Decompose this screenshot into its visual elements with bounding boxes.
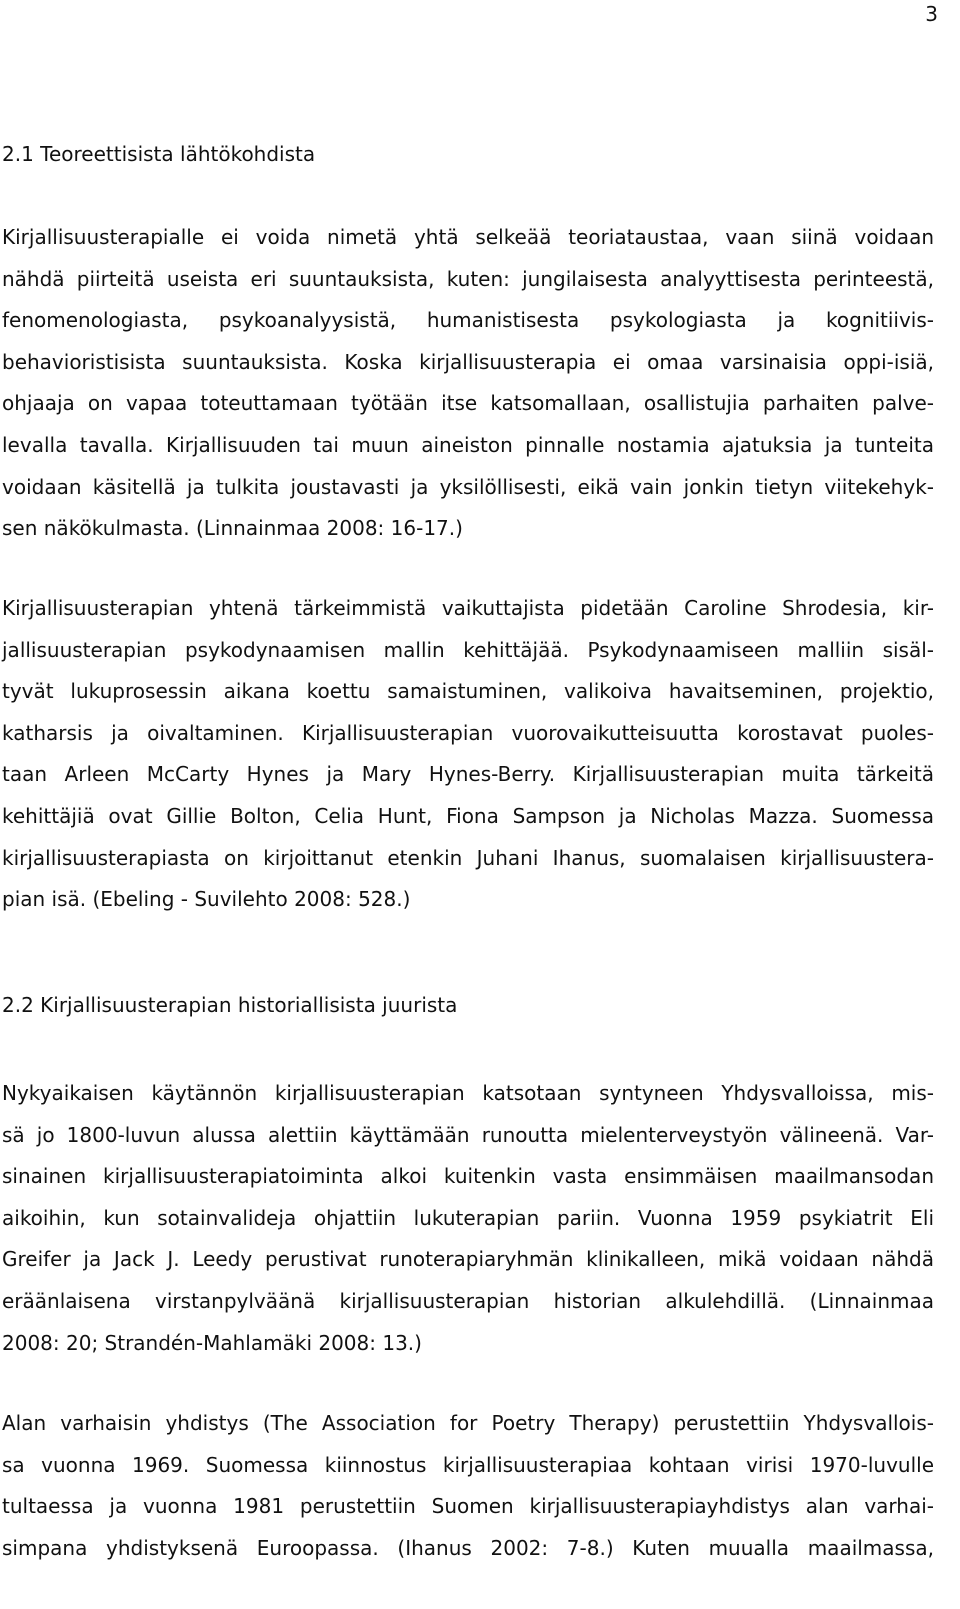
text-line: ohjaaja on vapaa toteuttamaan työtään itse katsomallaan, osallistujia parhaiten palve- — [2, 391, 934, 416]
text-line: levalla tavalla. Kirjallisuuden tai muun aineiston pinnalle nostamia ajatuksia ja tunteita — [2, 432, 934, 457]
text-line: simpana yhdistyksenä Euroopassa. (Ihanus 2002: 7-8.) Kuten muualla maailmassa, — [2, 1535, 934, 1560]
paragraph-historical-roots — [2, 1073, 934, 1364]
text-line: voidaan käsitellä ja tulkita joustavasti ja yksilöllisesti, eikä vain jonkin tietyn viitekehyk- — [2, 474, 934, 499]
section-heading-2-2: 2.2 Kirjallisuusterapian historiallisista juurista — [2, 993, 458, 1017]
paragraph-associations — [2, 1403, 934, 1569]
text-line: kehittäjiä ovat Gillie Bolton, Celia Hunt, Fiona Sampson ja Nicholas Mazza. Suomessa — [2, 803, 934, 828]
text-line: kirjallisuusterapiasta on kirjoittanut etenkin Juhani Ihanus, suomalaisen kirjallisuustera- — [2, 845, 934, 870]
text-line: 2008: 20; Strandén-Mahlamäki 2008: 13.) — [2, 1330, 422, 1355]
text-line: taan Arleen McCarty Hynes ja Mary Hynes-Berry. Kirjallisuusterapian muita tärkeitä — [2, 762, 934, 787]
text-line: sen näkökulmasta. (Linnainmaa 2008: 16-17.) — [2, 516, 463, 541]
text-line: behavioristisista suuntauksista. Koska kirjallisuusterapia ei omaa varsinaisia oppi-isiä, — [2, 349, 934, 374]
text-line: Nykyaikaisen käytännön kirjallisuusterapian katsotaan syntyneen Yhdysvalloissa, mis- — [2, 1081, 934, 1105]
text-line: pian isä. (Ebeling - Suvilehto 2008: 528.) — [2, 887, 411, 912]
text-line: fenomenologiasta, psykoanalyysistä, humanistisesta psykologiasta ja kognitiivis- — [2, 308, 934, 333]
text-line: sä jo 1800-luvun alussa alettiin käyttämään runoutta mielenterveystyön välineenä. Var- — [2, 1122, 934, 1147]
page-number: 3 — [925, 2, 938, 26]
text-line: jallisuusterapian psykodynaamisen mallin kehittäjää. Psykodynaamiseen malliin sisäl- — [2, 637, 934, 662]
text-line: nähdä piirteitä useista eri suuntauksista, kuten: jungilaisesta analyyttisesta perinteestä, — [2, 266, 934, 291]
paragraph-theoretical-background — [2, 217, 934, 550]
text-line: eräänlaisena virstanpylväänä kirjallisuusterapian historian alkulehdillä. (Linnainmaa — [2, 1288, 934, 1313]
text-line: Greifer ja Jack J. Leedy perustivat runoterapiaryhmän klinikalleen, mikä voidaan nähdä — [2, 1247, 934, 1272]
text-line: katharsis ja oivaltaminen. Kirjallisuusterapian vuorovaikutteisuutta korostavat puoles- — [2, 720, 934, 745]
text-line: Alan varhaisin yhdistys (The Association for Poetry Therapy) perustettiin Yhdysvallois- — [2, 1411, 934, 1435]
paragraph-key-influencers — [2, 588, 934, 921]
text-line: aikoihin, kun sotainvalideja ohjattiin lukuterapian pariin. Vuonna 1959 psykiatrit Eli — [2, 1205, 934, 1230]
section-heading-2-1: 2.1 Teoreettisista lähtökohdista — [2, 142, 316, 166]
text-line: tyvät lukuprosessin aikana koettu samaistuminen, valikoiva havaitseminen, projektio, — [2, 679, 934, 704]
text-line: Kirjallisuusterapialle ei voida nimetä yhtä selkeää teoriataustaa, vaan siinä voidaan — [2, 225, 934, 249]
text-line: sa vuonna 1969. Suomessa kiinnostus kirjallisuusterapiaa kohtaan virisi 1970-luvulle — [2, 1452, 934, 1477]
text-line: sinainen kirjallisuusterapiatoiminta alkoi kuitenkin vasta ensimmäisen maailmansodan — [2, 1164, 934, 1189]
text-line: Kirjallisuusterapian yhtenä tärkeimmistä vaikuttajista pidetään Caroline Shrodesia, kir- — [2, 596, 934, 620]
text-line: tultaessa ja vuonna 1981 perustettiin Suomen kirjallisuusterapiayhdistys alan varhai- — [2, 1494, 934, 1519]
